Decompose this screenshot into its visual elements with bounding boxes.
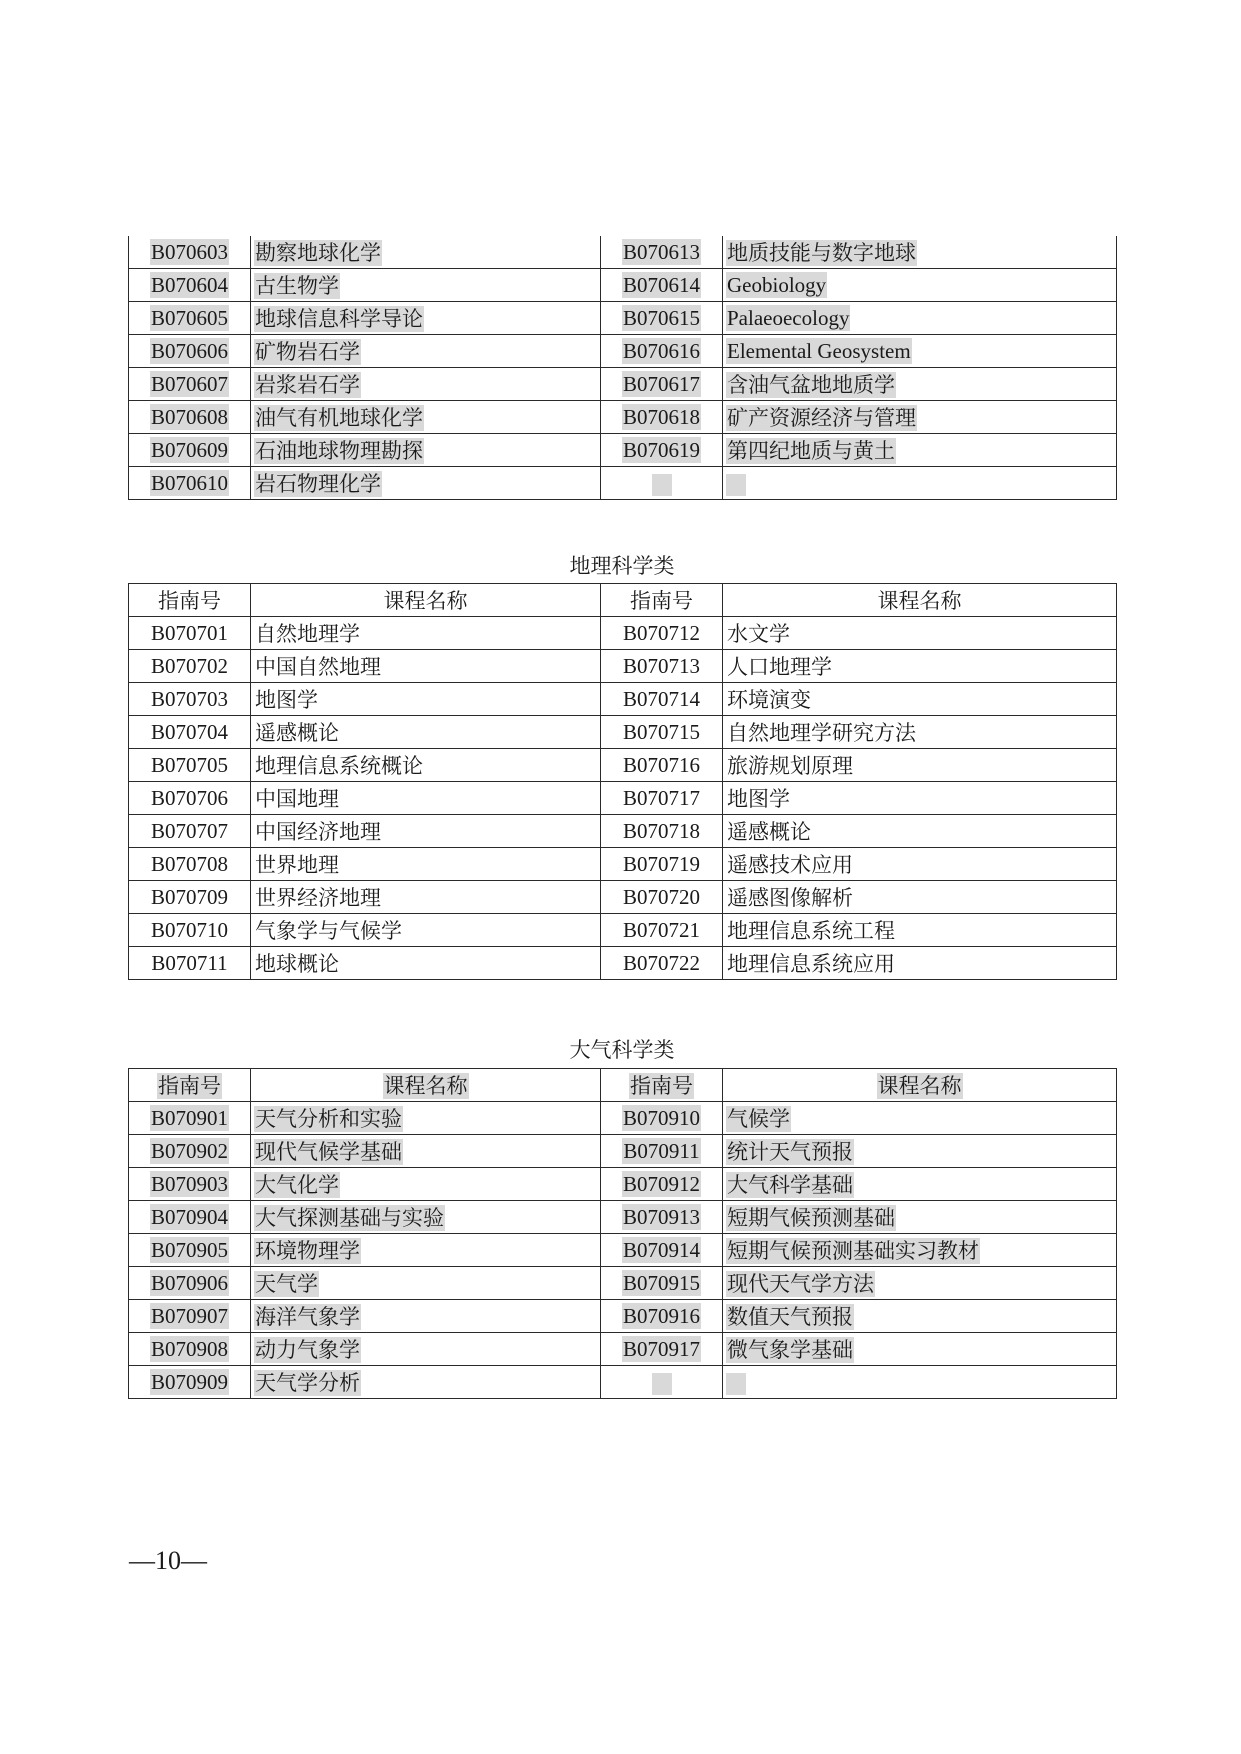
course-name: 环境演变: [727, 688, 811, 712]
course-name-cell: [723, 269, 1117, 302]
course-code: B070907: [150, 1303, 228, 1328]
course-name-cell: [251, 749, 601, 782]
course-code: B070906: [150, 1270, 228, 1295]
course-code: B070903: [150, 1171, 228, 1196]
course-code-cell: [601, 848, 723, 881]
course-code: B070606: [150, 338, 228, 363]
course-code: B070913: [622, 1204, 700, 1229]
course-name-cell: [251, 1201, 601, 1234]
course-name: 遥感技术应用: [727, 853, 853, 877]
course-name: 遥感图像解析: [727, 886, 853, 910]
course-name: 短期气候预测基础实习教材: [727, 1239, 979, 1263]
course-code: B070711: [151, 950, 228, 975]
course-code-cell: [129, 749, 251, 782]
course-name-cell: [251, 269, 601, 302]
course-name-cell: [723, 617, 1117, 650]
course-code-cell: [129, 1267, 251, 1300]
course-name-cell: [251, 368, 601, 401]
course-name-cell: [723, 848, 1117, 881]
course-name-cell: [723, 947, 1117, 980]
course-name: 气象学与气候学: [255, 919, 402, 943]
course-code-cell: [129, 335, 251, 368]
course-code: B070608: [150, 404, 228, 429]
course-name-cell: [723, 881, 1117, 914]
course-code: B070916: [622, 1303, 700, 1328]
table-row: [129, 1300, 1117, 1333]
course-name-cell: [251, 335, 601, 368]
course-code: B070720: [622, 884, 700, 909]
header-name-left: 课程名称: [251, 584, 601, 617]
course-name: 环境物理学: [255, 1239, 360, 1263]
table-row: [129, 1234, 1117, 1267]
course-code-cell: [601, 914, 723, 947]
table-row: [129, 815, 1117, 848]
course-code-cell: [601, 947, 723, 980]
course-code: B070706: [150, 785, 228, 810]
course-name-cell: [723, 434, 1117, 467]
course-code: B070605: [150, 305, 228, 330]
course-name: 自然地理学研究方法: [727, 721, 916, 745]
course-name: 岩浆岩石学: [255, 373, 360, 397]
course-name: 地质技能与数字地球: [727, 241, 916, 265]
course-name-cell: [723, 236, 1117, 269]
course-code: B070708: [150, 851, 228, 876]
course-code-cell: [601, 368, 723, 401]
course-name: 海洋气象学: [255, 1305, 360, 1329]
course-name: 数值天气预报: [727, 1305, 853, 1329]
course-code-cell: [601, 782, 723, 815]
course-code-cell: [601, 650, 723, 683]
table-row: [129, 1135, 1117, 1168]
course-code-cell: [129, 467, 251, 500]
course-name: 大气探测基础与实验: [255, 1206, 444, 1230]
course-code: B070610: [150, 470, 228, 495]
course-code: B070710: [150, 917, 228, 942]
table-header-row: [129, 1069, 1117, 1102]
course-name-cell: [723, 1135, 1117, 1168]
course-name: 大气化学: [255, 1173, 339, 1197]
table-row: [129, 236, 1117, 269]
course-name-cell: [251, 617, 601, 650]
course-name-cell: [723, 914, 1117, 947]
course-code: B070915: [622, 1270, 700, 1295]
course-code: B070902: [150, 1138, 228, 1163]
course-name-cell: [723, 749, 1117, 782]
course-name-cell: [723, 335, 1117, 368]
course-name-cell: [251, 650, 601, 683]
course-code-cell: [601, 401, 723, 434]
table-row: [129, 401, 1117, 434]
course-code-cell: [601, 716, 723, 749]
course-name: 世界地理: [255, 853, 339, 877]
course-code: B070713: [622, 653, 700, 678]
course-code-cell: [129, 1300, 251, 1333]
course-name-cell: [251, 1135, 601, 1168]
table-row: [129, 749, 1117, 782]
course-code: B070909: [150, 1369, 228, 1394]
course-code: B070714: [622, 686, 700, 711]
table-body: [129, 236, 1117, 500]
course-code: B070619: [622, 437, 700, 462]
course-name: 地图学: [727, 787, 790, 811]
course-name-cell: [723, 368, 1117, 401]
course-name: 岩石物理化学: [255, 472, 381, 496]
table-row: [129, 467, 1117, 500]
header-code-left: 指南号: [129, 584, 251, 617]
course-code-cell: [601, 1135, 723, 1168]
table-caption-geography: 地理科学类: [569, 554, 675, 578]
course-name: 自然地理学: [255, 622, 360, 646]
course-code-cell: [601, 434, 723, 467]
course-name: 地理信息系统概论: [255, 754, 423, 778]
course-name: 微气象学基础: [727, 1338, 853, 1362]
course-name: 水文学: [727, 622, 790, 646]
course-code-cell: [601, 269, 723, 302]
course-name: Palaeoecology: [727, 305, 850, 330]
empty-cell-marker: [652, 474, 672, 496]
course-code: B070914: [622, 1237, 700, 1262]
course-code-cell: [129, 434, 251, 467]
course-code-cell: [129, 1135, 251, 1168]
course-code: B070704: [150, 719, 228, 744]
course-name: 世界经济地理: [255, 886, 381, 910]
course-code-cell: [129, 236, 251, 269]
course-name-cell: [251, 467, 601, 500]
course-name: Elemental Geosystem: [727, 338, 911, 363]
course-code-cell: [129, 683, 251, 716]
course-name: 遥感概论: [727, 820, 811, 844]
course-name: 地图学: [255, 688, 318, 712]
course-code-cell: [129, 269, 251, 302]
table-row: [129, 716, 1117, 749]
course-name-cell: [723, 1168, 1117, 1201]
course-name-cell: [251, 1102, 601, 1135]
course-code-cell: [129, 302, 251, 335]
header-name-right: 课程名称: [723, 584, 1117, 617]
table-caption-atmospheric: 大气科学类: [569, 1038, 675, 1062]
course-name: 遥感概论: [255, 721, 339, 745]
table-row: [129, 683, 1117, 716]
course-code-cell: [601, 617, 723, 650]
course-name-cell: [251, 881, 601, 914]
course-name-cell: [723, 815, 1117, 848]
course-name: 矿物岩石学: [255, 340, 360, 364]
table-row: [129, 1366, 1117, 1399]
course-name: 现代天气学方法: [727, 1272, 874, 1296]
course-name-cell: [251, 716, 601, 749]
course-code-cell: [601, 302, 723, 335]
course-name: 统计天气预报: [727, 1140, 853, 1164]
course-name: 气候学: [727, 1107, 790, 1131]
course-code: B070912: [622, 1171, 700, 1196]
course-code-cell: [601, 1366, 723, 1399]
course-name-cell: [251, 401, 601, 434]
course-code: B070709: [150, 884, 228, 909]
course-name-cell: [723, 302, 1117, 335]
course-name-cell: [723, 782, 1117, 815]
table-body: [129, 617, 1117, 980]
course-name: 旅游规划原理: [727, 754, 853, 778]
course-name: 古生物学: [255, 274, 339, 298]
table-row: [129, 1201, 1117, 1234]
course-name-cell: [723, 1234, 1117, 1267]
course-code: B070607: [150, 371, 228, 396]
course-name: 现代气候学基础: [255, 1140, 402, 1164]
course-name-cell: [723, 1102, 1117, 1135]
course-code-cell: [601, 1201, 723, 1234]
course-name-cell: [251, 1300, 601, 1333]
course-code-cell: [129, 947, 251, 980]
course-code: B070908: [150, 1336, 228, 1361]
course-code: B070721: [622, 917, 700, 942]
empty-cell-marker: [726, 474, 746, 496]
course-code: B070917: [622, 1336, 700, 1361]
course-name-cell: [723, 650, 1117, 683]
table-row: [129, 269, 1117, 302]
table-row: [129, 368, 1117, 401]
course-code-cell: [601, 749, 723, 782]
course-code-cell: [129, 368, 251, 401]
course-code: B070618: [622, 404, 700, 429]
course-code-cell: [129, 1333, 251, 1366]
course-code: B070722: [622, 950, 700, 975]
course-name-cell: [723, 683, 1117, 716]
course-name-cell: [251, 1234, 601, 1267]
course-name-cell: [251, 848, 601, 881]
course-code-cell: [129, 914, 251, 947]
course-name: 天气学分析: [255, 1371, 360, 1395]
course-code: B070715: [622, 719, 700, 744]
course-name: 石油地球物理勘探: [255, 439, 423, 463]
course-code-cell: [601, 1168, 723, 1201]
course-code: B070705: [150, 752, 228, 777]
course-name: Geobiology: [727, 272, 827, 297]
course-code-cell: [129, 1168, 251, 1201]
course-name-cell: [723, 1267, 1117, 1300]
course-code-cell: [129, 782, 251, 815]
course-code: B070604: [150, 272, 228, 297]
table-row: [129, 650, 1117, 683]
header-code-right: 指南号: [601, 584, 723, 617]
course-name: 中国自然地理: [255, 655, 381, 679]
table-row: [129, 302, 1117, 335]
course-code: B070702: [150, 653, 228, 678]
table-row: [129, 1102, 1117, 1135]
course-code-cell: [129, 617, 251, 650]
course-code-cell: [601, 335, 723, 368]
course-name-cell: [723, 401, 1117, 434]
table-row: [129, 947, 1117, 980]
course-name: 第四纪地质与黄土: [727, 439, 895, 463]
table-row: [129, 782, 1117, 815]
course-name-cell: [723, 716, 1117, 749]
course-name: 矿产资源经济与管理: [727, 406, 916, 430]
table-row: [129, 1267, 1117, 1300]
course-name-cell: [723, 1366, 1117, 1399]
course-code: B070707: [150, 818, 228, 843]
course-code-cell: [129, 848, 251, 881]
table-row: [129, 617, 1117, 650]
course-code: B070716: [622, 752, 700, 777]
course-name-cell: [251, 947, 601, 980]
course-code-cell: [129, 1201, 251, 1234]
course-code: B070901: [150, 1105, 228, 1130]
course-name: 大气科学基础: [727, 1173, 853, 1197]
course-code: B070616: [622, 338, 700, 363]
course-table-geography: [128, 583, 1117, 980]
course-name: 短期气候预测基础: [727, 1206, 895, 1230]
table-row: [129, 914, 1117, 947]
course-name: 人口地理学: [727, 655, 832, 679]
course-name: 含油气盆地地质学: [727, 373, 895, 397]
course-code: B070905: [150, 1237, 228, 1262]
table-row: [129, 848, 1117, 881]
course-code: B070613: [622, 239, 700, 264]
course-table-atmospheric: [128, 1068, 1117, 1399]
course-code-cell: [129, 716, 251, 749]
table-row: [129, 335, 1117, 368]
empty-cell-marker: [652, 1373, 672, 1395]
header-code-right: 指南号: [601, 1069, 723, 1102]
course-name-cell: [251, 1168, 601, 1201]
course-name-cell: [251, 782, 601, 815]
course-code: B070712: [622, 620, 700, 645]
course-name: 地理信息系统工程: [727, 919, 895, 943]
course-name: 中国地理: [255, 787, 339, 811]
table-header-row: [129, 584, 1117, 617]
course-code: B070717: [622, 785, 700, 810]
course-name: 地球信息科学导论: [255, 307, 423, 331]
table-row: [129, 881, 1117, 914]
course-code-cell: [601, 1102, 723, 1135]
course-code: B070718: [622, 818, 700, 843]
course-name-cell: [251, 302, 601, 335]
course-name-cell: [723, 467, 1117, 500]
course-name: 地球概论: [255, 952, 339, 976]
course-name-cell: [723, 1300, 1117, 1333]
table-row: [129, 1333, 1117, 1366]
course-name: 地理信息系统应用: [727, 952, 895, 976]
course-code: B070904: [150, 1204, 228, 1229]
table-row: [129, 1168, 1117, 1201]
course-code: B070615: [622, 305, 700, 330]
course-code-cell: [129, 1102, 251, 1135]
course-name: 油气有机地球化学: [255, 406, 423, 430]
course-name-cell: [251, 1333, 601, 1366]
course-code-cell: [129, 401, 251, 434]
course-code-cell: [129, 1234, 251, 1267]
page-number: —10—: [129, 1546, 207, 1575]
course-name-cell: [251, 683, 601, 716]
table-body: [129, 1102, 1117, 1399]
course-code: B070911: [623, 1138, 700, 1163]
course-code: B070910: [622, 1105, 700, 1130]
course-name-cell: [251, 1366, 601, 1399]
course-name-cell: [723, 1201, 1117, 1234]
course-code-cell: [601, 881, 723, 914]
course-code-cell: [601, 1234, 723, 1267]
course-name-cell: [251, 434, 601, 467]
course-name: 天气学: [255, 1272, 318, 1296]
header-code-left: 指南号: [129, 1069, 251, 1102]
course-name: 动力气象学: [255, 1338, 360, 1362]
course-code: B070617: [622, 371, 700, 396]
course-name: 勘察地球化学: [255, 241, 381, 265]
header-name-left: 课程名称: [251, 1069, 601, 1102]
course-name: 天气分析和实验: [255, 1107, 402, 1131]
course-name-cell: [251, 914, 601, 947]
course-code: B070703: [150, 686, 228, 711]
course-code: B070701: [150, 620, 228, 645]
course-code-cell: [129, 815, 251, 848]
course-code: B070614: [622, 272, 700, 297]
table-row: [129, 434, 1117, 467]
course-code-cell: [601, 467, 723, 500]
course-code-cell: [601, 683, 723, 716]
course-code: B070609: [150, 437, 228, 462]
header-name-right: 课程名称: [723, 1069, 1117, 1102]
course-code-cell: [601, 815, 723, 848]
course-code-cell: [601, 236, 723, 269]
course-name-cell: [251, 1267, 601, 1300]
course-table-geology-continued: [128, 236, 1117, 500]
empty-cell-marker: [726, 1373, 746, 1395]
course-code-cell: [601, 1300, 723, 1333]
course-code: B070603: [150, 239, 228, 264]
course-name: 中国经济地理: [255, 820, 381, 844]
course-code-cell: [129, 881, 251, 914]
course-code-cell: [129, 650, 251, 683]
course-name-cell: [251, 236, 601, 269]
course-name-cell: [251, 815, 601, 848]
course-code-cell: [601, 1267, 723, 1300]
course-code-cell: [601, 1333, 723, 1366]
course-name-cell: [723, 1333, 1117, 1366]
course-code: B070719: [622, 851, 700, 876]
course-code-cell: [129, 1366, 251, 1399]
